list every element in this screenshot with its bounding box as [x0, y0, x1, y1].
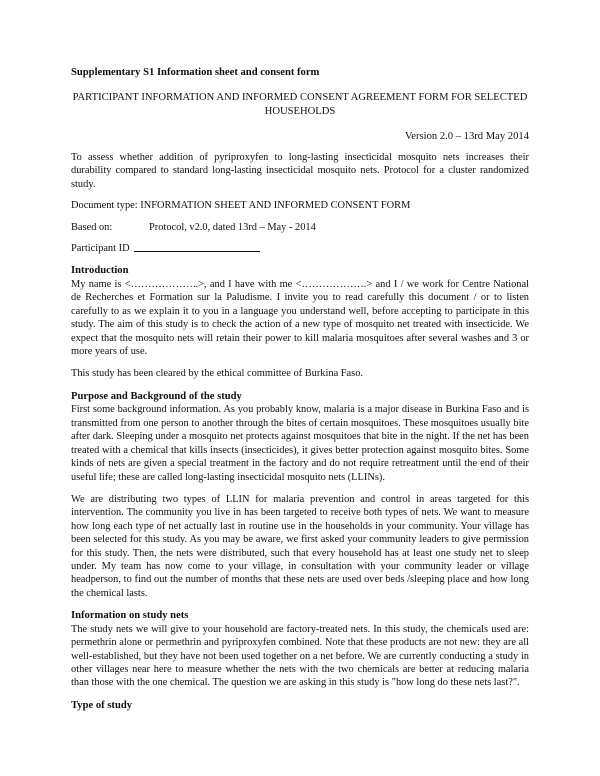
study-summary: To assess whether addition of pyriproxyfen to long-lasting insecticidal mosquito nets increases their durability compared to standard long-lasting insecticidal mosquito nets. Protocol for a cluster randomized study.	[71, 152, 529, 190]
based-on-label: Based on:	[71, 221, 113, 233]
type-of-study-heading: Type of study	[71, 699, 133, 711]
purpose-paragraph-1: First some background information. As you probably know, malaria is a major disease in Burkina Faso and is transmitted from one person to another through the bites of certain mosquitoes. These mosquitoes usually bite after dark. Sleeping under a mosquito net protects against mosquitoes that bite in the night. If the net has been treated with a chemical that kills insects (insecticides), it gives better protection against mosquito bites. Some kinds of nets are given a special treatment in the factory and do not require retreatment until the end of their useful life; these are called long-lasting insecticidal mosquito nets (LLINs).	[71, 404, 529, 483]
document-content	[71, 66, 529, 712]
ethics-paragraph: This study has been cleared by the ethical committee of Burkina Faso.	[71, 368, 364, 380]
introduction-heading: Introduction	[71, 265, 129, 277]
participant-id-row	[71, 242, 529, 255]
version-line: Version 2.0 – 13rd May 2014	[404, 130, 529, 142]
study-nets-heading: Information on study nets	[71, 610, 189, 622]
participant-id-field[interactable]	[134, 242, 260, 252]
study-nets-paragraph: The study nets we will give to your household are factory-treated nets. In this study, the chemicals used are: permethrin alone or permethrin and pyriproxyfen combined. Note that these products are not new: they are all well-established, but they have not been used together on a net before. We are currently conducting a study in other villages near here to measure whether the nets with the two chemicals are better at reducing malaria than those with the one chemical. The question we are asking in this study is "how long do these nets last?".	[71, 623, 529, 689]
supplementary-title: Supplementary S1 Information sheet and consent form	[71, 67, 320, 78]
introduction-paragraph: My name is <………………..>, and I have with me <……………….> and I / we work for Centre National de Recherches et Formation sur la Paludisme. I invite you to read carefully this document / or to listen carefully to as we explain it to you in a language you understand well, before accepting to participate in this study. The aim of this study is to check the action of a new type of mosquito net treated with insecticide. We expect that the mosquito nets will retain their power to kill malaria mosquitoes after several washes and 3 or more years of use.	[71, 279, 529, 358]
based-on-row	[71, 221, 529, 234]
form-title: PARTICIPANT INFORMATION AND INFORMED CONSENT AGREEMENT FORM FOR SELECTED HOUSEHOLDS	[72, 92, 528, 117]
purpose-heading: Purpose and Background of the study	[71, 390, 242, 402]
participant-id-label: Participant ID	[71, 243, 130, 255]
purpose-paragraph-2: We are distributing two types of LLIN for malaria prevention and control in areas targeted for this intervention. The community you live in has been targeted to receive both types of nets. We want to measure how long each type of net actually last in routine use in the households in your community. Your village has been selected for this study. As you may be aware, we first asked your community leaders to give permission for this study. Then, the nets were distributed, such that every household has at least one study net to sleep under. My team has now come to your village, in consultation with your community leader or village headperson, to find out the number of months that these nets are used over beds /sleeping place and how long the chemical lasts.	[71, 493, 529, 599]
document-type: Document type: INFORMATION SHEET AND INFORMED CONSENT FORM	[71, 200, 411, 212]
based-on-value: Protocol, v2.0, dated 13rd – May - 2014	[149, 221, 316, 233]
